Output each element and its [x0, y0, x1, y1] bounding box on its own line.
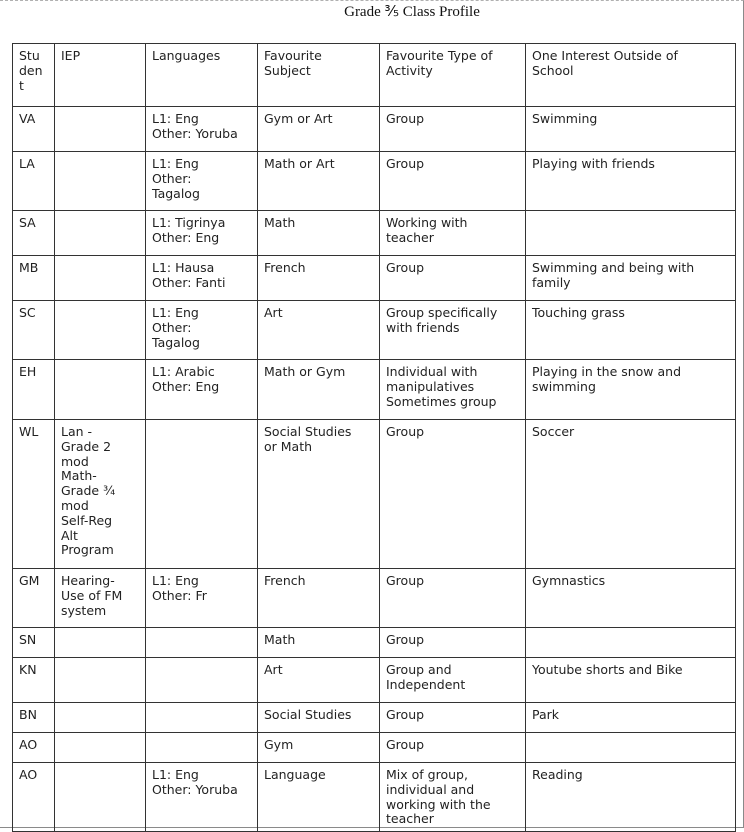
cell-interest-outside-school — [526, 733, 736, 763]
cell-interest-outside-school — [526, 107, 736, 152]
cell-favourite-subject — [258, 569, 380, 628]
cell-line: EH — [19, 364, 37, 379]
cell-line: swimming — [532, 378, 596, 394]
cell-favourite-subject — [258, 628, 380, 658]
cell-line: LA — [19, 156, 35, 171]
cell-favourite-activity — [380, 658, 526, 703]
cell-favourite-activity — [380, 152, 526, 211]
cell-line: Group — [386, 260, 425, 275]
cell-interest-outside-school — [526, 703, 736, 733]
cell-iep — [55, 301, 146, 360]
cell-favourite-subject — [258, 658, 380, 703]
cell-line: One Interest Outside of — [532, 48, 678, 63]
table-row — [13, 733, 736, 763]
cell-line: individual and — [386, 781, 475, 797]
cell-line: Math or Gym — [264, 364, 346, 379]
cell-favourite-activity — [380, 763, 526, 832]
cell-interest-outside-school — [526, 569, 736, 628]
cell-interest-outside-school — [526, 420, 736, 569]
cell-line: Social Studies — [264, 707, 352, 722]
cell-iep — [55, 152, 146, 211]
table-row — [13, 152, 736, 211]
cell-student — [13, 733, 55, 763]
table-row — [13, 360, 736, 420]
cell-line: teacher — [386, 229, 434, 245]
cell-favourite-subject — [258, 763, 380, 832]
header-cell-languages — [146, 44, 258, 107]
cell-languages — [146, 733, 258, 763]
cell-student — [13, 569, 55, 628]
cell-line: Activity — [386, 62, 433, 78]
header-cell-student — [13, 44, 55, 107]
cell-student — [13, 256, 55, 301]
cell-line: Group — [386, 156, 425, 171]
cell-line: SA — [19, 215, 36, 230]
cell-languages — [146, 569, 258, 628]
class-profile-table — [12, 43, 736, 832]
cell-iep — [55, 211, 146, 256]
cell-student — [13, 658, 55, 703]
cell-line: Math — [264, 632, 296, 647]
cell-line: Reading — [532, 767, 583, 782]
cell-line: Other: Eng — [152, 229, 220, 245]
cell-line: SC — [19, 305, 36, 320]
cell-languages — [146, 763, 258, 832]
cell-line: Swimming and being with — [532, 260, 695, 275]
table-row — [13, 420, 736, 569]
cell-interest-outside-school — [526, 256, 736, 301]
cell-line: Gym or Art — [264, 111, 333, 126]
cell-line: Program — [61, 542, 114, 558]
cell-line: Touching grass — [532, 305, 625, 320]
cell-line: Stu — [19, 48, 40, 63]
cell-interest-outside-school — [526, 301, 736, 360]
cell-line: Subject — [264, 62, 311, 78]
cell-line: VA — [19, 111, 36, 126]
cell-iep — [55, 703, 146, 733]
cell-line: Self-Reg — [61, 512, 113, 528]
cell-line: system — [61, 602, 107, 618]
cell-line: Gymnastics — [532, 573, 606, 588]
cell-languages — [146, 703, 258, 733]
cell-iep — [55, 733, 146, 763]
cell-line: working with the — [386, 796, 491, 812]
cell-line: Gym — [264, 737, 294, 752]
cell-line: Group specifically — [386, 305, 498, 320]
cell-favourite-subject — [258, 733, 380, 763]
cell-line: AO — [19, 737, 38, 752]
cell-line: GM — [19, 573, 40, 588]
cell-line: Art — [264, 662, 283, 677]
cell-line: Tagalog — [152, 334, 200, 350]
cell-line: Math- — [61, 468, 97, 484]
cell-favourite-subject — [258, 107, 380, 152]
cell-iep — [55, 628, 146, 658]
cell-line: Math or Art — [264, 156, 335, 171]
cell-line: Language — [264, 767, 326, 782]
cell-line: Favourite — [264, 48, 322, 63]
cell-line: manipulatives — [386, 378, 475, 394]
cell-interest-outside-school — [526, 211, 736, 256]
cell-line: WL — [19, 424, 39, 439]
cell-line: KN — [19, 662, 37, 677]
cell-iep — [55, 658, 146, 703]
header-cell-favourite-activity — [380, 44, 526, 107]
table-row — [13, 301, 736, 360]
cell-interest-outside-school — [526, 360, 736, 420]
cell-line: L1: Eng — [152, 305, 199, 320]
cell-languages — [146, 420, 258, 569]
cell-line: Grade 2 — [61, 438, 112, 454]
cell-line: with friends — [386, 319, 460, 335]
cell-line: MB — [19, 260, 39, 275]
cell-languages — [146, 152, 258, 211]
cell-languages — [146, 628, 258, 658]
cell-iep — [55, 420, 146, 569]
cell-favourite-activity — [380, 107, 526, 152]
cell-favourite-activity — [380, 703, 526, 733]
cell-favourite-activity — [380, 360, 526, 420]
cell-iep — [55, 763, 146, 832]
cell-line: IEP — [61, 48, 81, 63]
cell-line: Swimming — [532, 111, 598, 126]
table-row — [13, 703, 736, 733]
cell-languages — [146, 658, 258, 703]
cell-line: Other: Yoruba — [152, 781, 238, 797]
cell-line: Favourite Type of — [386, 48, 493, 63]
cell-languages — [146, 301, 258, 360]
cell-favourite-activity — [380, 211, 526, 256]
table-row — [13, 256, 736, 301]
cell-line: Group — [386, 707, 425, 722]
cell-interest-outside-school — [526, 152, 736, 211]
cell-line: teacher — [386, 811, 434, 827]
cell-line: Other: — [152, 170, 192, 186]
cell-student — [13, 763, 55, 832]
table-row — [13, 107, 736, 152]
cell-student — [13, 628, 55, 658]
cell-interest-outside-school — [526, 628, 736, 658]
cell-line: Grade ¾ — [61, 483, 116, 499]
cell-line: den — [19, 62, 43, 78]
header-cell-favourite-subject — [258, 44, 380, 107]
cell-student — [13, 152, 55, 211]
cell-line: Group — [386, 573, 425, 588]
cell-languages — [146, 360, 258, 420]
cell-iep — [55, 107, 146, 152]
cell-student — [13, 420, 55, 569]
cell-line: or Math — [264, 438, 313, 454]
cell-line: L1: Hausa — [152, 260, 215, 275]
table-row — [13, 211, 736, 256]
cell-line: Lan - — [61, 424, 93, 439]
cell-line: Other: Eng — [152, 378, 220, 394]
cell-line: Playing in the snow and — [532, 364, 682, 379]
cell-favourite-activity — [380, 301, 526, 360]
cell-line: Social Studies — [264, 424, 352, 439]
table-row — [13, 628, 736, 658]
cell-line: L1: Arabic — [152, 364, 215, 379]
cell-favourite-subject — [258, 420, 380, 569]
cell-line: Park — [532, 707, 560, 722]
cell-line: Group and — [386, 662, 452, 677]
cell-interest-outside-school — [526, 658, 736, 703]
cell-student — [13, 211, 55, 256]
cell-line: Mix of group, — [386, 767, 468, 782]
cell-line: Soccer — [532, 424, 575, 439]
cell-line: L1: Eng — [152, 111, 199, 126]
cell-line: L1: Tigrinya — [152, 215, 226, 230]
cell-iep — [55, 256, 146, 301]
cell-line: Sometimes group — [386, 393, 497, 409]
cell-line: Group — [386, 632, 425, 647]
cell-favourite-activity — [380, 569, 526, 628]
cell-line: BN — [19, 707, 37, 722]
header-cell-interest-outside-school — [526, 44, 736, 107]
cell-line: Independent — [386, 676, 466, 692]
header-cell-iep — [55, 44, 146, 107]
cell-favourite-activity — [380, 628, 526, 658]
cell-favourite-subject — [258, 703, 380, 733]
cell-line: Group — [386, 111, 425, 126]
cell-line: Alt — [61, 527, 78, 543]
cell-line: Other: Fr — [152, 587, 207, 603]
cell-line: SN — [19, 632, 37, 647]
cell-line: mod — [61, 453, 89, 469]
table-row — [13, 763, 736, 832]
cell-line: French — [264, 573, 306, 588]
cell-line: t — [19, 77, 24, 93]
cell-line: French — [264, 260, 306, 275]
document-title: Grade ⅗ Class Profile — [344, 4, 480, 20]
cell-favourite-subject — [258, 360, 380, 420]
cell-line: L1: Eng — [152, 767, 199, 782]
cell-line: Playing with friends — [532, 156, 655, 171]
cell-iep — [55, 360, 146, 420]
cell-languages — [146, 211, 258, 256]
cell-favourite-activity — [380, 256, 526, 301]
cell-line: Tagalog — [152, 185, 200, 201]
cell-line: Other: Fanti — [152, 274, 226, 290]
cell-student — [13, 360, 55, 420]
table-row — [13, 658, 736, 703]
cell-line: Other: — [152, 319, 192, 335]
cell-favourite-subject — [258, 256, 380, 301]
cell-iep — [55, 569, 146, 628]
cell-line: L1: Eng — [152, 573, 199, 588]
cell-line: Languages — [152, 48, 221, 63]
cell-line: Hearing- — [61, 573, 115, 588]
cell-student — [13, 301, 55, 360]
cell-line: Math — [264, 215, 296, 230]
cell-favourite-subject — [258, 301, 380, 360]
cell-languages — [146, 256, 258, 301]
cell-favourite-activity — [380, 420, 526, 569]
cell-line: Working with — [386, 215, 468, 230]
cell-line: Art — [264, 305, 283, 320]
cell-line: Group — [386, 424, 425, 439]
cell-line: Individual with — [386, 364, 478, 379]
cell-favourite-subject — [258, 211, 380, 256]
cell-languages — [146, 107, 258, 152]
cell-line: Other: Yoruba — [152, 125, 238, 141]
cell-line: AO — [19, 767, 38, 782]
cell-favourite-activity — [380, 733, 526, 763]
cell-interest-outside-school — [526, 763, 736, 832]
cell-favourite-subject — [258, 152, 380, 211]
cell-line: L1: Eng — [152, 156, 199, 171]
table-row — [13, 569, 736, 628]
cell-line: mod — [61, 497, 89, 513]
cell-student — [13, 107, 55, 152]
cell-line: Group — [386, 737, 425, 752]
cell-line: family — [532, 274, 571, 290]
cell-line: School — [532, 62, 574, 78]
table-header-row — [13, 44, 736, 107]
cell-line: Youtube shorts and Bike — [532, 662, 683, 677]
cell-line: Use of FM — [61, 587, 123, 603]
cell-student — [13, 703, 55, 733]
